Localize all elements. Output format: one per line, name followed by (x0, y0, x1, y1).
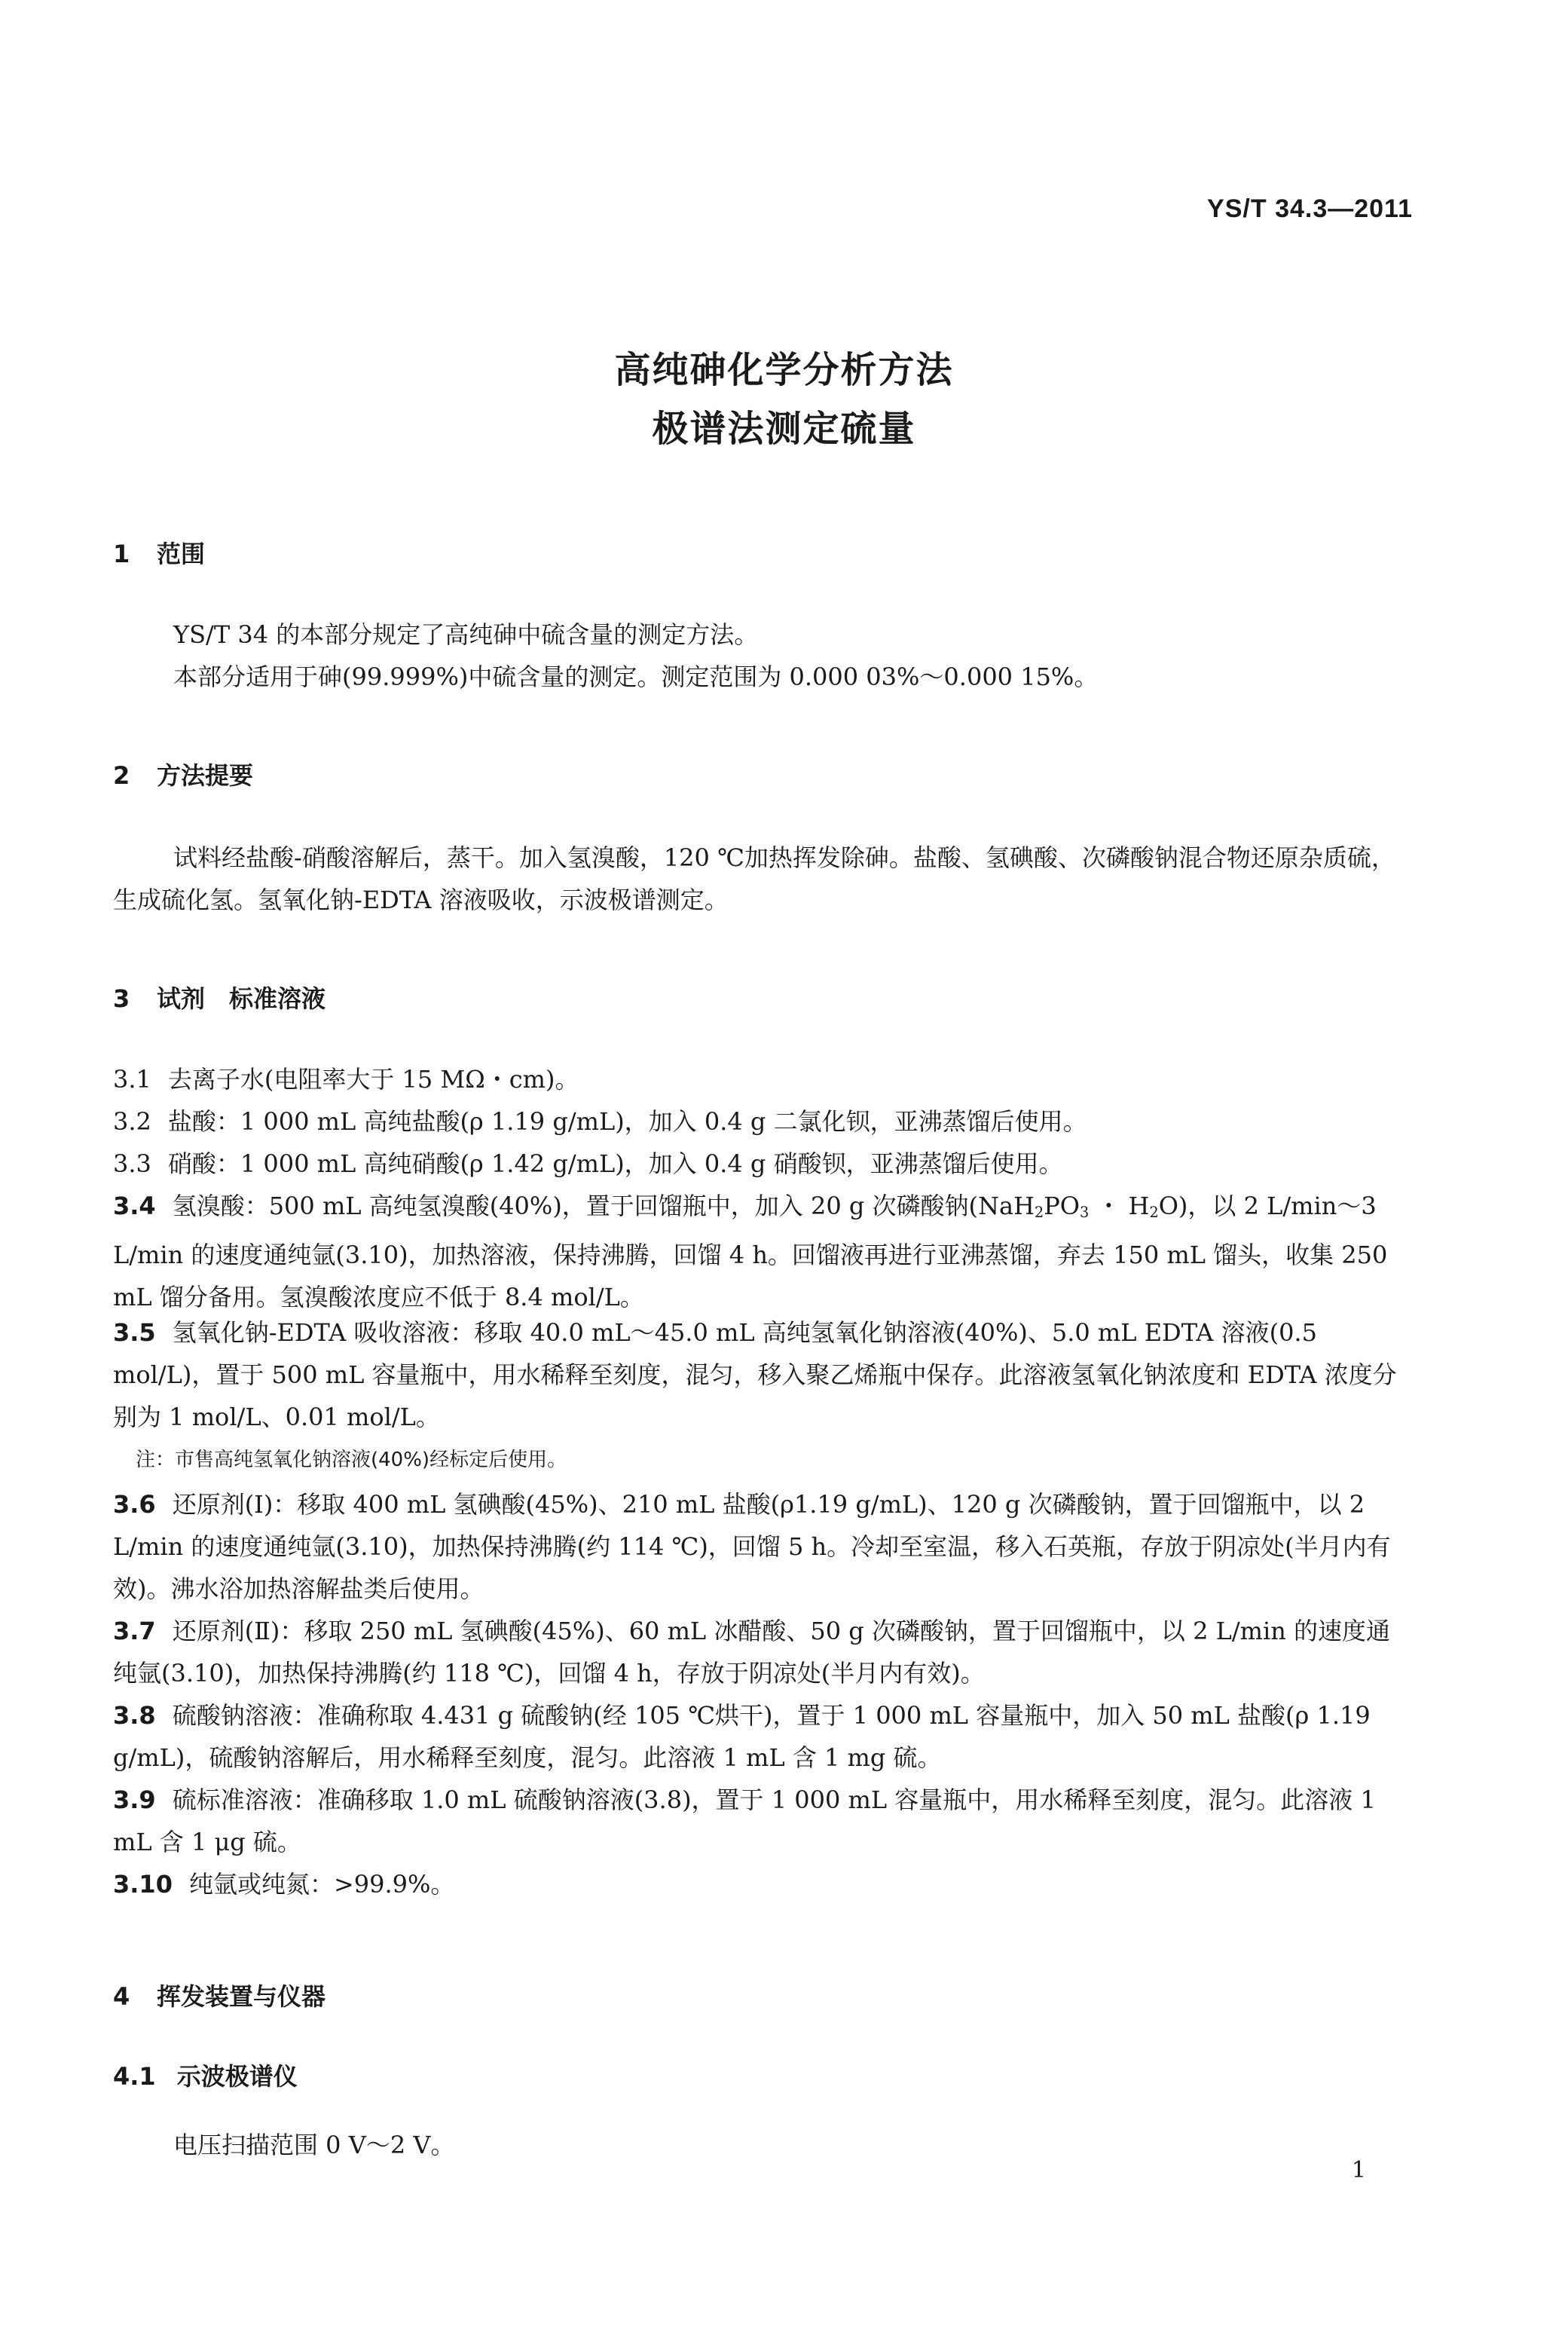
item-number: 3.2 (113, 1107, 151, 1136)
item-3-2 (113, 1100, 1409, 1143)
item-number: 3.10 (113, 1870, 173, 1899)
item-3-6 (113, 1483, 1409, 1610)
item-number: 3.9 (113, 1785, 156, 1814)
section-1-para-1: YS/T 34 的本部分规定了高纯砷中硫含量的测定方法。 (173, 620, 759, 649)
item-text: 硫标准溶液：准确移取 1.0 mL 硫酸钠溶液(3.8)，置于 1 000 mL 容量瓶中，用水稀释至刻度，混匀。此溶液 1 mL 含 1 μg 硫。 (113, 1785, 1376, 1856)
section-title: 试剂 标准溶液 (157, 984, 326, 1013)
item-number: 3.7 (113, 1617, 156, 1645)
item-3-3 (113, 1143, 1409, 1185)
note: 注：市售高纯氢氧化钠溶液(40%)经标定后使用。 (136, 1449, 567, 1471)
item-3-9 (113, 1779, 1409, 1863)
item-text-a: 氢溴酸：500 mL 高纯氢溴酸(40%)，置于回馏瓶中，加入 20 g 次磷酸钠(NaH (172, 1192, 1035, 1220)
item-text: 硫酸钠溶液：准确称取 4.431 g 硫酸钠(经 105 ℃烘干)，置于 1 000 mL 容量瓶中，加入 50 mL 盐酸(ρ 1.19 g/mL)，硫酸钠溶解后，用水稀释至刻度，混匀。此溶液 1 mL 含 1 mg 硫。 (113, 1701, 1371, 1772)
item-text-d: O)，以 2 L/min～3 L/min 的速度通纯氩(3.10)，加热溶液，保持沸腾，回馏 4 h。回馏液再进行亚沸蒸馏，弃去 150 mL 馏头，收集 250 mL 馏分备用。氢溴酸浓度应不低于 8.4 mol/L。 (113, 1192, 1388, 1311)
item-number: 3.5 (113, 1318, 156, 1347)
page-title: 高纯砷化学分析方法 (614, 349, 954, 391)
section-3-heading (113, 980, 326, 1014)
section-2-heading (113, 757, 253, 791)
item-text: 还原剂(Ⅱ)：移取 250 mL 氢碘酸(45%)、60 mL 冰醋酸、50 g 次磷酸钠，置于回馏瓶中，以 2 L/min 的速度通纯氩(3.10)，加热保持沸腾(约 118 ℃)，回馏 4 h，存放于阴凉处(半月内有效)。 (113, 1617, 1390, 1688)
section-1-heading (113, 535, 205, 570)
item-text: 纯氩或纯氮：>99.9%。 (188, 1870, 455, 1899)
item-3-7 (113, 1610, 1409, 1694)
page-number: 1 (1351, 2157, 1366, 2183)
section-title: 范围 (157, 540, 206, 568)
section-title: 方法提要 (157, 761, 254, 790)
item-text: 盐酸：1 000 mL 高纯盐酸(ρ 1.19 g/mL)，加入 0.4 g 二氯化钡，亚沸蒸馏后使用。 (167, 1107, 1087, 1136)
section-number: 4 (113, 1982, 130, 2011)
subscript: 2 (1035, 1203, 1044, 1221)
item-number: 3.8 (113, 1701, 156, 1730)
subscript: 2 (1149, 1203, 1159, 1221)
item-text: 硝酸：1 000 mL 高纯硝酸(ρ 1.42 g/mL)，加入 0.4 g 硝酸钡，亚沸蒸馏后使用。 (167, 1149, 1063, 1178)
item-number: 3.3 (113, 1149, 151, 1178)
subscript: 3 (1079, 1203, 1090, 1221)
subsection-number: 4.1 (113, 2062, 156, 2091)
item-3-8 (113, 1694, 1409, 1779)
item-text: 还原剂(Ⅰ)：移取 400 mL 氢碘酸(45%)、210 mL 盐酸(ρ1.19 g/mL)、120 g 次磷酸钠，置于回馏瓶中，以 2 L/min 的速度通纯氩(3.10)，加热保持沸腾(约 114 ℃)，回馏 5 h。冷却至室温，移入石英瓶，存放于阴凉处(半月内有效)。沸水浴加热溶解盐类后使用。 (113, 1490, 1391, 1603)
item-number: 3.1 (113, 1065, 151, 1094)
item-number: 3.4 (113, 1192, 156, 1220)
item-text: 去离子水(电阻率大于 15 MΩ・cm)。 (167, 1065, 579, 1094)
page-subtitle: 极谱法测定硫量 (652, 408, 916, 450)
item-text: 氢氧化钠-EDTA 吸收溶液：移取 40.0 mL～45.0 mL 高纯氢氧化钠溶液(40%)、5.0 mL EDTA 溶液(0.5 mol/L)，置于 500 mL 容量瓶中，用水稀释至刻度，混匀，移入聚乙烯瓶中保存。此溶液氢氧化钠浓度和 EDTA 浓度分别为 1 mol/L、0.01 mol/L。 (113, 1318, 1397, 1431)
section-number: 3 (113, 984, 130, 1013)
item-text-b: PO (1044, 1192, 1080, 1220)
section-number: 2 (113, 761, 130, 790)
section-2-para-1: 试料经盐酸-硝酸溶解后，蒸干。加入氢溴酸，120 ℃加热挥发除砷。盐酸、氢碘酸、次磷酸钠混合物还原杂质硫，生成硫化氢。氢氧化钠-EDTA 溶液吸收，示波极谱测定。 (113, 843, 1395, 914)
item-3-10 (113, 1863, 1409, 1905)
section-1-para-2: 本部分适用于砷(99.999%)中硫含量的测定。测定范围为 0.000 03%～0.000 15%。 (173, 662, 1099, 691)
section-number: 1 (113, 540, 130, 568)
item-3-5 (113, 1311, 1409, 1438)
subsection-4-1-heading (113, 2058, 298, 2092)
item-number: 3.6 (113, 1490, 156, 1519)
item-text-c: ・ H (1089, 1192, 1150, 1220)
section-title: 挥发装置与仪器 (157, 1982, 326, 2011)
standard-code: YS/T 34.3—2011 (1207, 194, 1413, 223)
section-4-para-1: 电压扫描范围 0 V～2 V。 (173, 2131, 455, 2159)
subsection-title: 示波极谱仪 (176, 2062, 298, 2091)
item-3-4 (113, 1185, 1409, 1318)
section-4-heading (113, 1978, 326, 2012)
item-3-1 (113, 1058, 1409, 1100)
